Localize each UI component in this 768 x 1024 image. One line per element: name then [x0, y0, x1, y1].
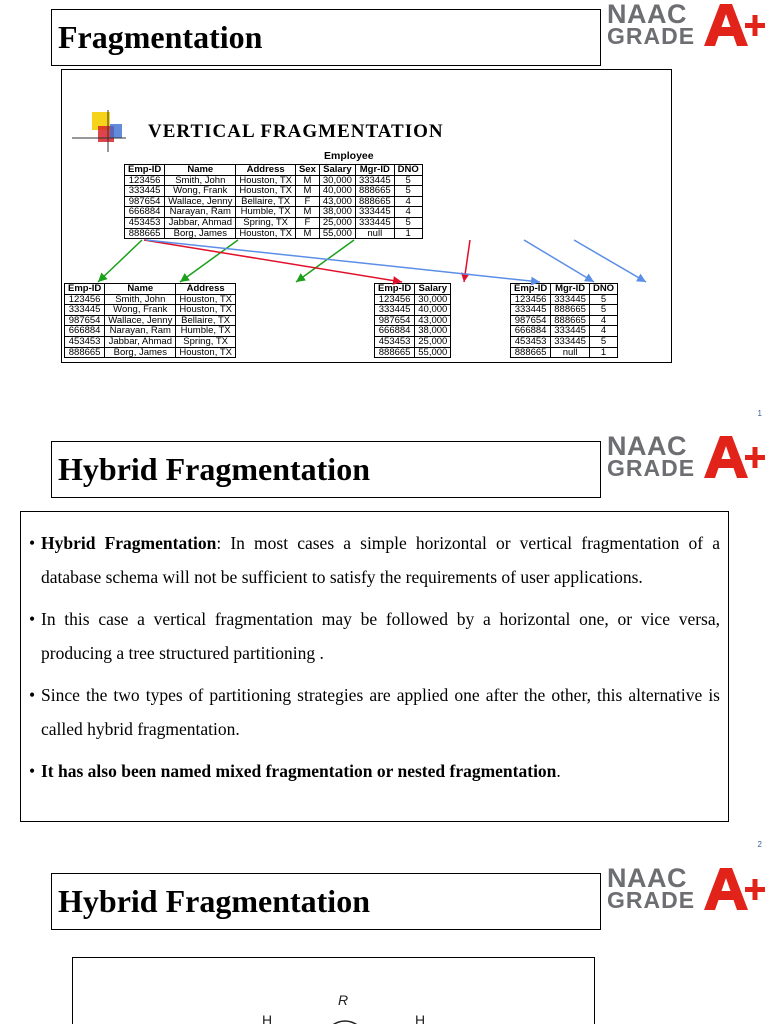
slide-3 — [0, 864, 768, 1024]
table-cell: Narayan, Ram — [165, 207, 236, 218]
bullet-item — [29, 602, 720, 670]
table-cell: 1 — [589, 347, 617, 358]
table-cell: 4 — [394, 196, 422, 207]
a-plus-icon — [704, 866, 766, 912]
table-cell: Houston, TX — [236, 175, 296, 186]
table-cell: Bellaire, TX — [236, 196, 296, 207]
naac-logo — [607, 2, 767, 48]
table-cell: 987654 — [511, 315, 551, 326]
logo-naac-text: NAAC — [607, 431, 687, 461]
table-cell: Houston, TX — [176, 347, 236, 358]
table-cell: Spring, TX — [236, 217, 296, 228]
column-header: Emp-ID — [125, 165, 165, 176]
column-header: Emp-ID — [65, 284, 105, 295]
figure-heading: VERTICAL FRAGMENTATION — [148, 121, 444, 142]
column-header: Emp-ID — [375, 284, 415, 295]
bullet-text: . — [556, 761, 561, 781]
table-cell: 4 — [589, 326, 617, 337]
table-cell: 333445 — [125, 186, 165, 197]
slide-1 — [0, 0, 768, 432]
table-cell: Houston, TX — [176, 305, 236, 316]
table-cell: 888665 — [551, 315, 590, 326]
table-cell: 5 — [589, 336, 617, 347]
table-cell: M — [295, 207, 319, 218]
column-header: Emp-ID — [511, 284, 551, 295]
table-cell: Houston, TX — [236, 186, 296, 197]
logo-naac-text: NAAC — [607, 0, 687, 29]
bullet-text: Since the two types of partitioning strategies are applied one after the other, this alternative is called hybrid fragmentation. — [41, 685, 720, 739]
table-cell: 333445 — [551, 336, 590, 347]
table-cell: 333445 — [551, 294, 590, 305]
table-cell: 888665 — [125, 228, 165, 239]
tree-lines — [73, 958, 595, 1024]
naac-logo — [607, 431, 767, 481]
table-cell: null — [551, 347, 590, 358]
table-cell: 987654 — [375, 315, 415, 326]
table-cell: 888665 — [375, 347, 415, 358]
arrow-salary-frag2 — [464, 240, 470, 282]
table-cell: 987654 — [125, 196, 165, 207]
arrow-empid-frag1 — [98, 240, 142, 282]
naac-logo — [607, 863, 767, 913]
table-cell: 5 — [589, 294, 617, 305]
table-cell: Jabbar, Ahmad — [165, 217, 236, 228]
table-cell: 55,000 — [319, 228, 355, 239]
table-cell: Wallace, Jenny — [105, 315, 176, 326]
table-cell: Wong, Frank — [165, 186, 236, 197]
arrow-empid-frag2 — [144, 240, 402, 282]
table-cell: null — [355, 228, 394, 239]
table-cell: Bellaire, TX — [176, 315, 236, 326]
table-cell: Narayan, Ram — [105, 326, 176, 337]
table-cell: 666884 — [65, 326, 105, 337]
bullet-bold: Hybrid Fragmentation — [41, 533, 217, 553]
table-cell: Humble, TX — [176, 326, 236, 337]
bullet-text: In this case a vertical fragmentation may be followed by a horizontal one, or vice versa, producing a tree structured partitioning . — [41, 609, 720, 663]
bullet-item — [29, 754, 720, 788]
table-cell: Borg, James — [105, 347, 176, 358]
column-header: DNO — [394, 165, 422, 176]
table-cell: Smith, John — [105, 294, 176, 305]
column-header: Sex — [295, 165, 319, 176]
column-header: DNO — [589, 284, 617, 295]
table-cell: F — [295, 217, 319, 228]
table-cell: 888665 — [355, 196, 394, 207]
page-number: 2 — [757, 840, 762, 849]
table-cell: 888665 — [355, 186, 394, 197]
table-cell: 333445 — [355, 217, 394, 228]
slide-title: Fragmentation — [51, 9, 601, 66]
column-header: Salary — [415, 284, 451, 295]
table-cell: 666884 — [375, 326, 415, 337]
table-cell: 888665 — [511, 347, 551, 358]
table-cell: Spring, TX — [176, 336, 236, 347]
table-cell: Houston, TX — [176, 294, 236, 305]
table-cell: 1 — [394, 228, 422, 239]
table-cell: 40,000 — [319, 186, 355, 197]
table-cell: Smith, John — [165, 175, 236, 186]
table-cell: 123456 — [65, 294, 105, 305]
table-cell: 123456 — [511, 294, 551, 305]
column-header: Mgr-ID — [551, 284, 590, 295]
table-cell: 888665 — [551, 305, 590, 316]
table-cell: 987654 — [65, 315, 105, 326]
column-header: Salary — [319, 165, 355, 176]
table-cell: 666884 — [125, 207, 165, 218]
table-cell: 40,000 — [415, 305, 451, 316]
table-cell: 5 — [394, 217, 422, 228]
table-cell: 55,000 — [415, 347, 451, 358]
slide-title: Hybrid Fragmentation — [51, 873, 601, 930]
table-cell: Borg, James — [165, 228, 236, 239]
logo-grade-text: GRADE — [607, 455, 696, 481]
table-cell: 333445 — [355, 175, 394, 186]
table-cell: 25,000 — [319, 217, 355, 228]
a-plus-icon — [704, 434, 766, 480]
table-cell: 888665 — [65, 347, 105, 358]
logo-grade-text: GRADE — [607, 887, 696, 913]
table-cell: 30,000 — [415, 294, 451, 305]
fragmentation-arrows — [62, 70, 672, 363]
table-cell: 25,000 — [415, 336, 451, 347]
column-header: Name — [105, 284, 176, 295]
table-cell: M — [295, 228, 319, 239]
table-cell: 43,000 — [319, 196, 355, 207]
table-cell: M — [295, 175, 319, 186]
slide-2 — [0, 432, 768, 864]
table-cell: 4 — [394, 207, 422, 218]
table-cell: 5 — [589, 305, 617, 316]
table-cell: M — [295, 186, 319, 197]
table-cell: 38,000 — [319, 207, 355, 218]
bullet-item — [29, 526, 720, 594]
column-header: Name — [165, 165, 236, 176]
tree-label-right: H — [415, 1012, 426, 1024]
table-cell: 453453 — [125, 217, 165, 228]
table-cell: 43,000 — [415, 315, 451, 326]
page-number: 1 — [757, 409, 762, 418]
table-cell: 453453 — [511, 336, 551, 347]
bullet-item — [29, 678, 720, 746]
table-cell: 333445 — [375, 305, 415, 316]
table-cell: Jabbar, Ahmad — [105, 336, 176, 347]
table-cell: 333445 — [551, 326, 590, 337]
hybrid-fragmentation-tree-figure — [72, 957, 595, 1024]
table-cell: 30,000 — [319, 175, 355, 186]
tree-label-left: H — [262, 1012, 273, 1024]
bullet-bold: It has also been named mixed fragmentation or nested fragmentation — [41, 761, 557, 781]
table-cell: Humble, TX — [236, 207, 296, 218]
table-cell: 4 — [589, 315, 617, 326]
arrow-empid-frag3 — [146, 240, 540, 282]
logo-naac-text: NAAC — [607, 863, 687, 893]
a-plus-icon — [704, 2, 766, 48]
vertical-fragmentation-figure — [61, 69, 672, 363]
logo-grade-text: GRADE — [607, 23, 696, 49]
table-cell: 333445 — [355, 207, 394, 218]
table-cell: 123456 — [125, 175, 165, 186]
table-cell: Wallace, Jenny — [165, 196, 236, 207]
table-cell: 5 — [394, 186, 422, 197]
column-header: Address — [176, 284, 236, 295]
table-cell: 38,000 — [415, 326, 451, 337]
table-cell: 666884 — [511, 326, 551, 337]
column-header: Address — [236, 165, 296, 176]
tree-label-top: R — [338, 992, 349, 1008]
table-cell: F — [295, 196, 319, 207]
table-cell: 333445 — [511, 305, 551, 316]
table-cell: 333445 — [65, 305, 105, 316]
table-cell: Wong, Frank — [105, 305, 176, 316]
column-header: Mgr-ID — [355, 165, 394, 176]
table-cell: 5 — [394, 175, 422, 186]
employee-caption: Employee — [324, 150, 374, 162]
table-cell: 453453 — [65, 336, 105, 347]
bullet-text: : In most cases a simple horizontal or vertical fragmentation of a database schema will not be sufficient to satisfy the requirements of user applications. — [41, 533, 720, 587]
slide-title: Hybrid Fragmentation — [51, 441, 601, 498]
table-cell: 123456 — [375, 294, 415, 305]
table-cell: Houston, TX — [236, 228, 296, 239]
table-cell: 453453 — [375, 336, 415, 347]
bullet-list — [20, 511, 729, 822]
